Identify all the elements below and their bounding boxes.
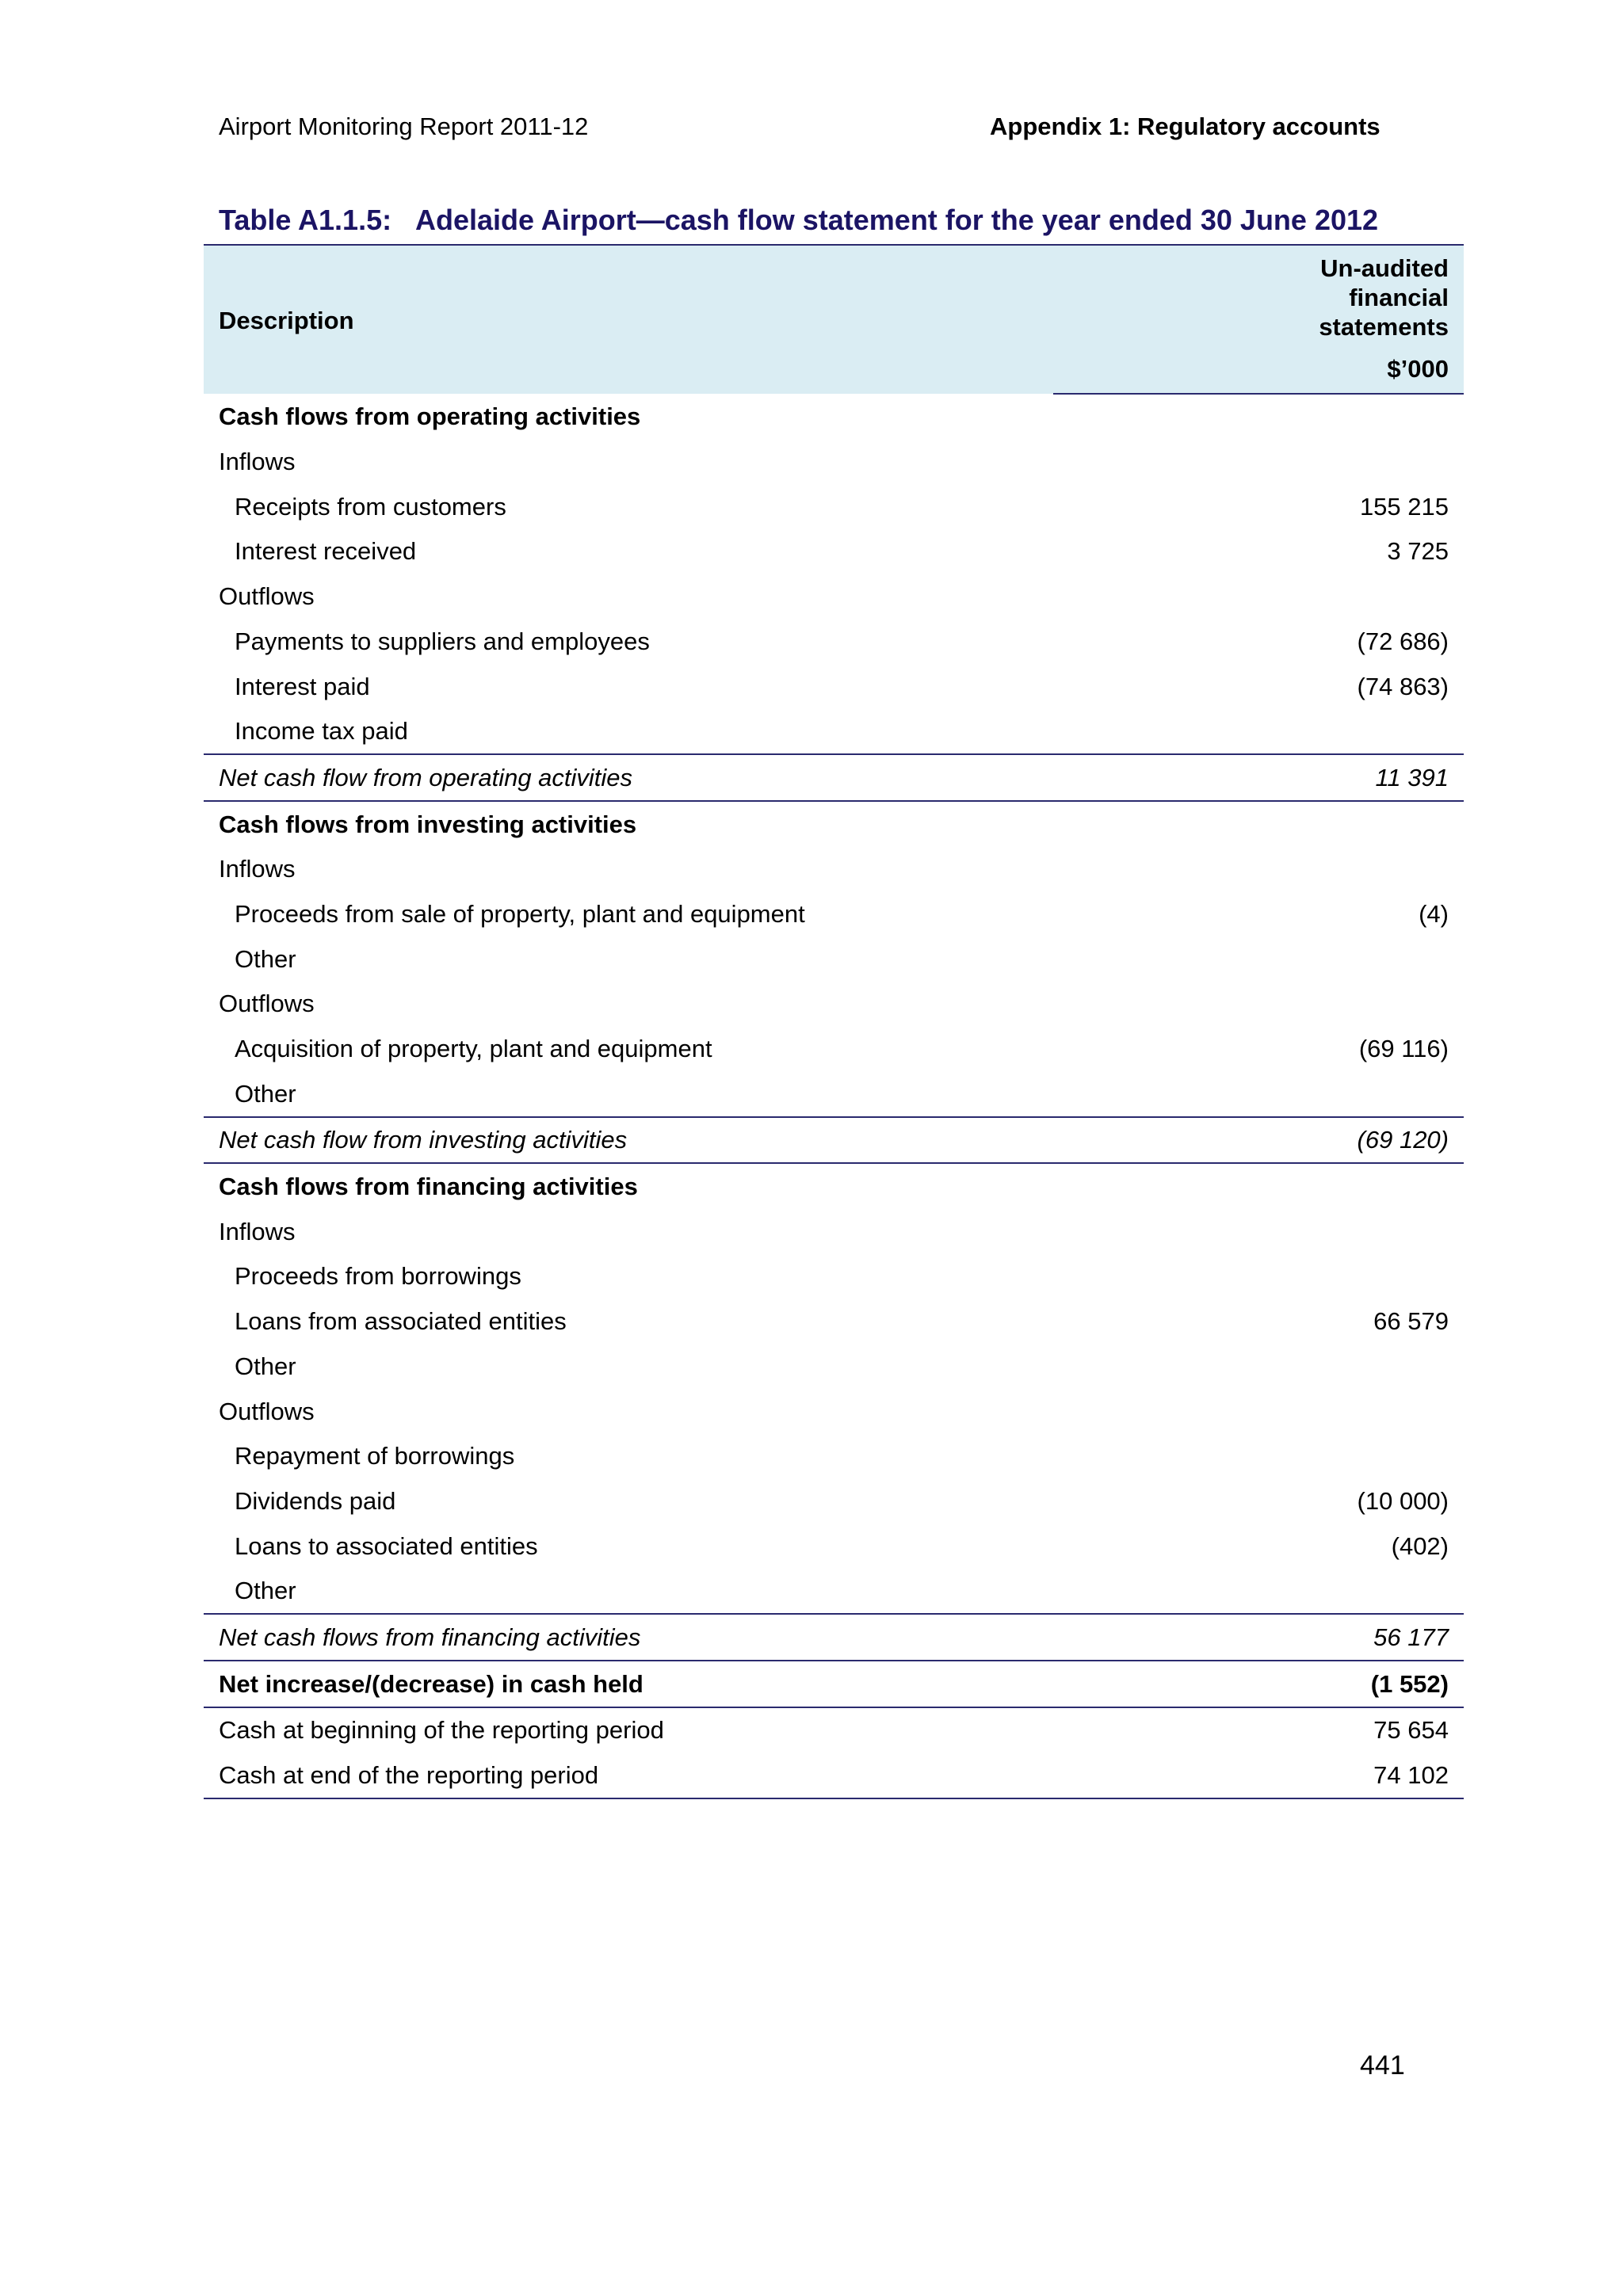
row-value: (10 000) (1357, 1486, 1449, 1515)
row-label: Receipts from customers (235, 492, 506, 521)
table-row (204, 664, 1464, 709)
subtotal-row (204, 1117, 1464, 1164)
table-row (204, 982, 1464, 1027)
row-label: Repayment of borrowings (235, 1442, 515, 1470)
row-value (1053, 1209, 1464, 1254)
row-value: (1 552) (1053, 1661, 1464, 1707)
row-label: Other (235, 1079, 296, 1108)
table-row (204, 1163, 1464, 1209)
row-value: 66 579 (1373, 1307, 1449, 1336)
row-label: Income tax paid (235, 717, 408, 746)
row-label: Net increase/(decrease) in cash held (204, 1661, 1053, 1707)
row-label: Proceeds from sale of property, plant and equipment (235, 899, 805, 928)
row-value (1053, 936, 1464, 982)
row-label: Outflows (219, 990, 315, 1018)
row-label: Inflows (219, 1217, 296, 1245)
row-label: Net cash flow from investing activities (204, 1117, 1053, 1164)
row-value (1053, 1254, 1464, 1299)
row-value (1053, 1389, 1464, 1434)
table-header-row (204, 245, 1464, 349)
row-label: Net cash flow from operating activities (204, 754, 1053, 801)
row-label: Cash flows from financing activities (219, 1173, 638, 1201)
value-column-header (1053, 245, 1464, 349)
row-value (1053, 439, 1464, 484)
row-value: (74 863) (1357, 672, 1449, 700)
table-number: Table A1.1.5: (219, 204, 392, 236)
row-label: Interest paid (235, 672, 370, 700)
row-label: Loans from associated entities (235, 1307, 567, 1336)
value-header-line: Un-audited (1320, 254, 1449, 282)
table-row (204, 1389, 1464, 1434)
table-row (204, 708, 1464, 754)
table-row (204, 1026, 1464, 1071)
table-row (204, 1071, 1464, 1117)
table-row (204, 1344, 1464, 1389)
row-value (1053, 708, 1464, 754)
row-value (1053, 982, 1464, 1027)
table-row (204, 936, 1464, 982)
row-label: Dividends paid (235, 1486, 396, 1515)
row-value: 155 215 (1359, 492, 1449, 521)
table-row (204, 619, 1464, 664)
cash-flow-table (204, 244, 1464, 1799)
table-row (204, 484, 1464, 529)
row-label: Other (235, 944, 296, 973)
report-title: Airport Monitoring Report 2011-12 (219, 113, 589, 140)
row-label: Payments to suppliers and employees (235, 627, 650, 655)
table-row (204, 574, 1464, 619)
row-label: Outflows (219, 582, 315, 611)
row-label: Cash at beginning of the reporting period (219, 1716, 664, 1745)
table-row (204, 1254, 1464, 1299)
table-row (204, 1209, 1464, 1254)
row-value (1053, 801, 1464, 847)
row-value (1053, 1344, 1464, 1389)
table-row (204, 1478, 1464, 1524)
row-label: Net cash flows from financing activities (204, 1614, 1053, 1661)
row-value: (4) (1419, 899, 1449, 928)
row-value (1053, 1568, 1464, 1614)
row-value: (402) (1391, 1531, 1449, 1560)
subtotal-row (204, 754, 1464, 801)
table-row (204, 891, 1464, 936)
row-label: Cash flows from operating activities (219, 402, 641, 430)
table-row (204, 846, 1464, 891)
row-value (1053, 1433, 1464, 1478)
table-row (204, 439, 1464, 484)
table-row (204, 1707, 1464, 1753)
table-row (204, 1524, 1464, 1569)
value-header-line: statements (1319, 313, 1449, 341)
value-unit-header: $’000 (1053, 349, 1464, 394)
table-title: Adelaide Airport—cash flow statement for the year ended 30 June 2012 (415, 204, 1379, 236)
row-value (1053, 846, 1464, 891)
row-label: Acquisition of property, plant and equipment (235, 1035, 712, 1063)
row-value: (69 116) (1358, 1035, 1449, 1063)
row-value (1053, 1071, 1464, 1117)
row-value: 11 391 (1053, 754, 1464, 801)
row-value: (72 686) (1357, 627, 1449, 655)
table-row (204, 1753, 1464, 1798)
row-value: 3 725 (1387, 537, 1449, 566)
table-row (204, 1433, 1464, 1478)
row-value: 75 654 (1373, 1716, 1449, 1745)
row-value (1053, 1163, 1464, 1209)
cash-flow-table-container (204, 244, 1464, 1799)
table-caption (219, 204, 1378, 237)
row-label: Other (235, 1352, 296, 1380)
row-value (1053, 574, 1464, 619)
row-label: Cash at end of the reporting period (204, 1753, 1053, 1798)
table-row (204, 1568, 1464, 1614)
table-row (204, 801, 1464, 847)
table-row (204, 394, 1464, 440)
appendix-title: Appendix 1: Regulatory accounts (990, 113, 1381, 140)
row-label: Inflows (219, 855, 296, 883)
row-value: 56 177 (1053, 1614, 1464, 1661)
row-label: Outflows (219, 1397, 315, 1425)
row-value: (69 120) (1053, 1117, 1464, 1164)
row-label: Interest received (235, 537, 417, 566)
table-row (204, 529, 1464, 574)
row-label: Inflows (219, 448, 296, 476)
row-value: 74 102 (1053, 1753, 1464, 1798)
row-label: Other (235, 1577, 296, 1605)
row-label: Loans to associated entities (235, 1531, 538, 1560)
row-value (1053, 394, 1464, 440)
row-label: Proceeds from borrowings (235, 1262, 521, 1291)
page-number: 441 (1360, 2050, 1405, 2081)
total-row (204, 1661, 1464, 1707)
description-column-header: Description (204, 245, 1053, 394)
value-header-line: financial (1349, 284, 1449, 312)
row-label: Cash flows from investing activities (219, 810, 637, 838)
table-row (204, 1299, 1464, 1344)
subtotal-row (204, 1614, 1464, 1661)
